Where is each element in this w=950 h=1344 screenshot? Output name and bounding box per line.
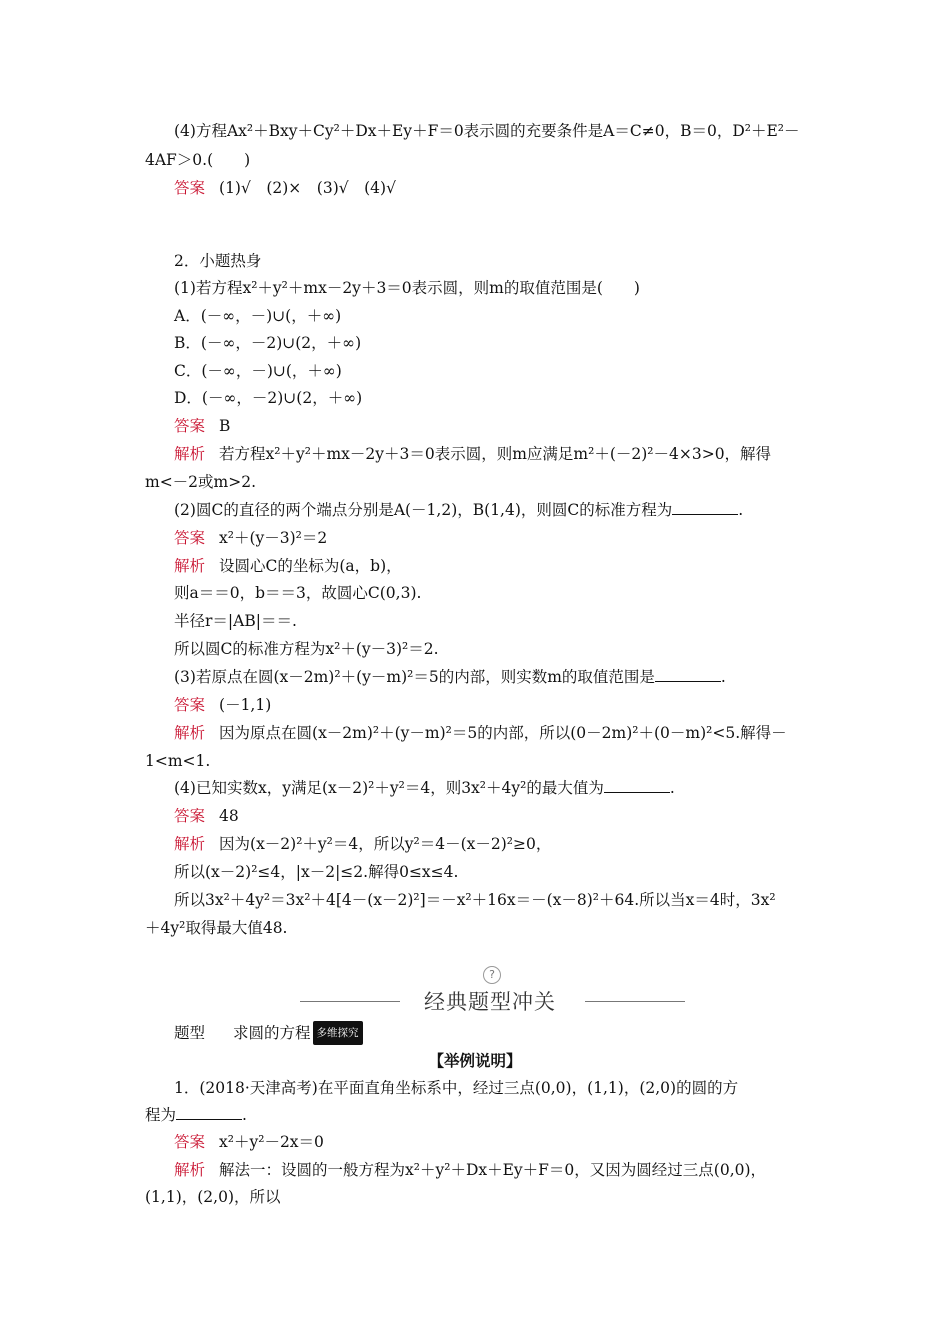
answer-row — [174, 1131, 324, 1153]
option-d: D．(－∞，－2)∪(2，＋∞) — [174, 389, 363, 407]
question-text: (4)已知实数x，y满足(x－2)²＋y²＝4，则3x²＋4y²的最大值为 — [174, 779, 604, 797]
analysis-label: 解析 — [174, 835, 206, 853]
example-heading: 【举例说明】 — [428, 1051, 522, 1070]
question-type-row — [174, 1021, 363, 1045]
analysis-line: 所以(x－2)²≤4，|x－2|≤2.解得0≤x≤4. — [174, 863, 459, 881]
question-text: 程为 — [145, 1106, 177, 1124]
answer-label: 答案 — [174, 179, 206, 197]
analysis-line: 则a＝＝0，b＝＝3，故圆心C(0,3). — [174, 584, 422, 602]
example-1-line1: 1．(2018·天津高考)在平面直角坐标系中，经过三点(0,0)，(1,1)，(2,0)的圆的方 — [174, 1079, 739, 1097]
analysis-continued: (1,1)，(2,0)，所以 — [145, 1188, 281, 1206]
answer-blank — [176, 1105, 242, 1120]
analysis-text: 因为原点在圆(x－2m)²＋(y－m)²＝5的内部，所以(0－2m)²＋(0－m)²<5.解得－ — [219, 724, 787, 742]
question-text: (3)若原点在圆(x－2m)²＋(y－m)²＝5的内部，则实数m的取值范围是 — [174, 668, 655, 686]
answer-row — [174, 415, 230, 437]
answer-text: 48 — [219, 807, 239, 825]
section-banner — [300, 966, 685, 1020]
question-3: (3)若原点在圆(x－2m)²＋(y－m)²＝5的内部，则实数m的取值范围是 . — [174, 668, 726, 686]
question-1: (1)若方程x²＋y²＋mx－2y＋3＝0表示圆，则m的取值范围是( ) — [174, 279, 640, 297]
banner-rule-right — [585, 1001, 685, 1002]
answer-text: (－1,1) — [219, 696, 272, 714]
answer-blank — [655, 667, 721, 682]
answer-row — [174, 805, 239, 827]
answer-row — [174, 694, 271, 716]
analysis-text: 因为(x－2)²＋y²＝4，所以y²＝4－(x－2)²≥0， — [219, 835, 552, 853]
analysis-text: 解法一：设圆的一般方程为x²＋y²＋Dx＋Ey＋F＝0，又因为圆经过三点(0,0)， — [219, 1161, 767, 1179]
answer-label: 答案 — [174, 1133, 206, 1151]
option-a: A．(－∞，－)∪(，＋∞) — [174, 307, 342, 325]
analysis-continued: m<－2或m>2. — [145, 473, 257, 491]
answer-row — [174, 527, 327, 549]
option-c: C．(－∞，－)∪(，＋∞) — [174, 362, 342, 380]
option-b: B．(－∞，－2)∪(2，＋∞) — [174, 334, 362, 352]
analysis-continued: ＋4y²取得最大值48. — [145, 919, 288, 937]
answer-text: B — [219, 417, 231, 435]
analysis-row — [174, 833, 551, 855]
analysis-line: 所以圆C的标准方程为x²＋(y－3)²＝2. — [174, 640, 439, 658]
analysis-text: 若方程x²＋y²＋mx－2y＋3＝0表示圆，则m应满足m²＋(－2)²－4×3>0，解得 — [219, 445, 772, 463]
question-4-line1: (4)方程Ax²＋Bxy＋Cy²＋Dx＋Ey＋F＝0表示圆的充要条件是A＝C≠0，B＝0，D²＋E²－ — [174, 122, 800, 140]
question-4: (4)已知实数x，y满足(x－2)²＋y²＝4，则3x²＋4y²的最大值为 . — [174, 779, 675, 797]
analysis-row — [174, 555, 402, 577]
banner-rule-left — [300, 1001, 400, 1002]
answer-label: 答案 — [174, 807, 206, 825]
analysis-label: 解析 — [174, 445, 206, 463]
multi-dimension-badge: 多维探究 — [313, 1021, 363, 1045]
analysis-row — [174, 443, 771, 465]
section-heading: 2．小题热身 — [174, 252, 262, 270]
question-2: (2)圆C的直径的两个端点分别是A(－1,2)，B(1,4)，则圆C的标准方程为 . — [174, 501, 744, 519]
banner-title: 经典题型冲关 — [424, 990, 556, 1014]
answer-text: (1)√ (2)× (3)√ (4)√ — [219, 179, 396, 197]
answer-blank — [672, 500, 738, 515]
example-1-line2: 程为 . — [145, 1106, 247, 1124]
answer-row — [174, 177, 396, 199]
analysis-line: 所以3x²＋4y²＝3x²＋4[4－(x－2)²]＝－x²＋16x＝－(x－8)²＋64.所以当x＝4时，3x² — [174, 891, 776, 909]
answer-label: 答案 — [174, 529, 206, 547]
analysis-text: 设圆心C的坐标为(a，b)， — [219, 557, 402, 575]
question-4-line2: 4AF＞0.( ) — [145, 151, 251, 169]
analysis-label: 解析 — [174, 724, 206, 742]
answer-text: x²＋(y－3)²＝2 — [219, 529, 328, 547]
analysis-row — [174, 722, 787, 744]
answer-label: 答案 — [174, 696, 206, 714]
bulb-icon: ? — [483, 966, 501, 984]
type-label: 题型 — [174, 1024, 206, 1042]
analysis-continued: 1<m<1. — [145, 752, 211, 770]
analysis-line: 半径r＝|AB|＝＝. — [174, 612, 297, 630]
analysis-label: 解析 — [174, 557, 206, 575]
answer-blank — [604, 778, 670, 793]
type-name: 求圆的方程 — [233, 1024, 311, 1042]
answer-text: x²＋y²－2x＝0 — [219, 1133, 324, 1151]
analysis-label: 解析 — [174, 1161, 206, 1179]
analysis-row — [174, 1159, 766, 1181]
question-text: (2)圆C的直径的两个端点分别是A(－1,2)，B(1,4)，则圆C的标准方程为 — [174, 501, 673, 519]
answer-label: 答案 — [174, 417, 206, 435]
